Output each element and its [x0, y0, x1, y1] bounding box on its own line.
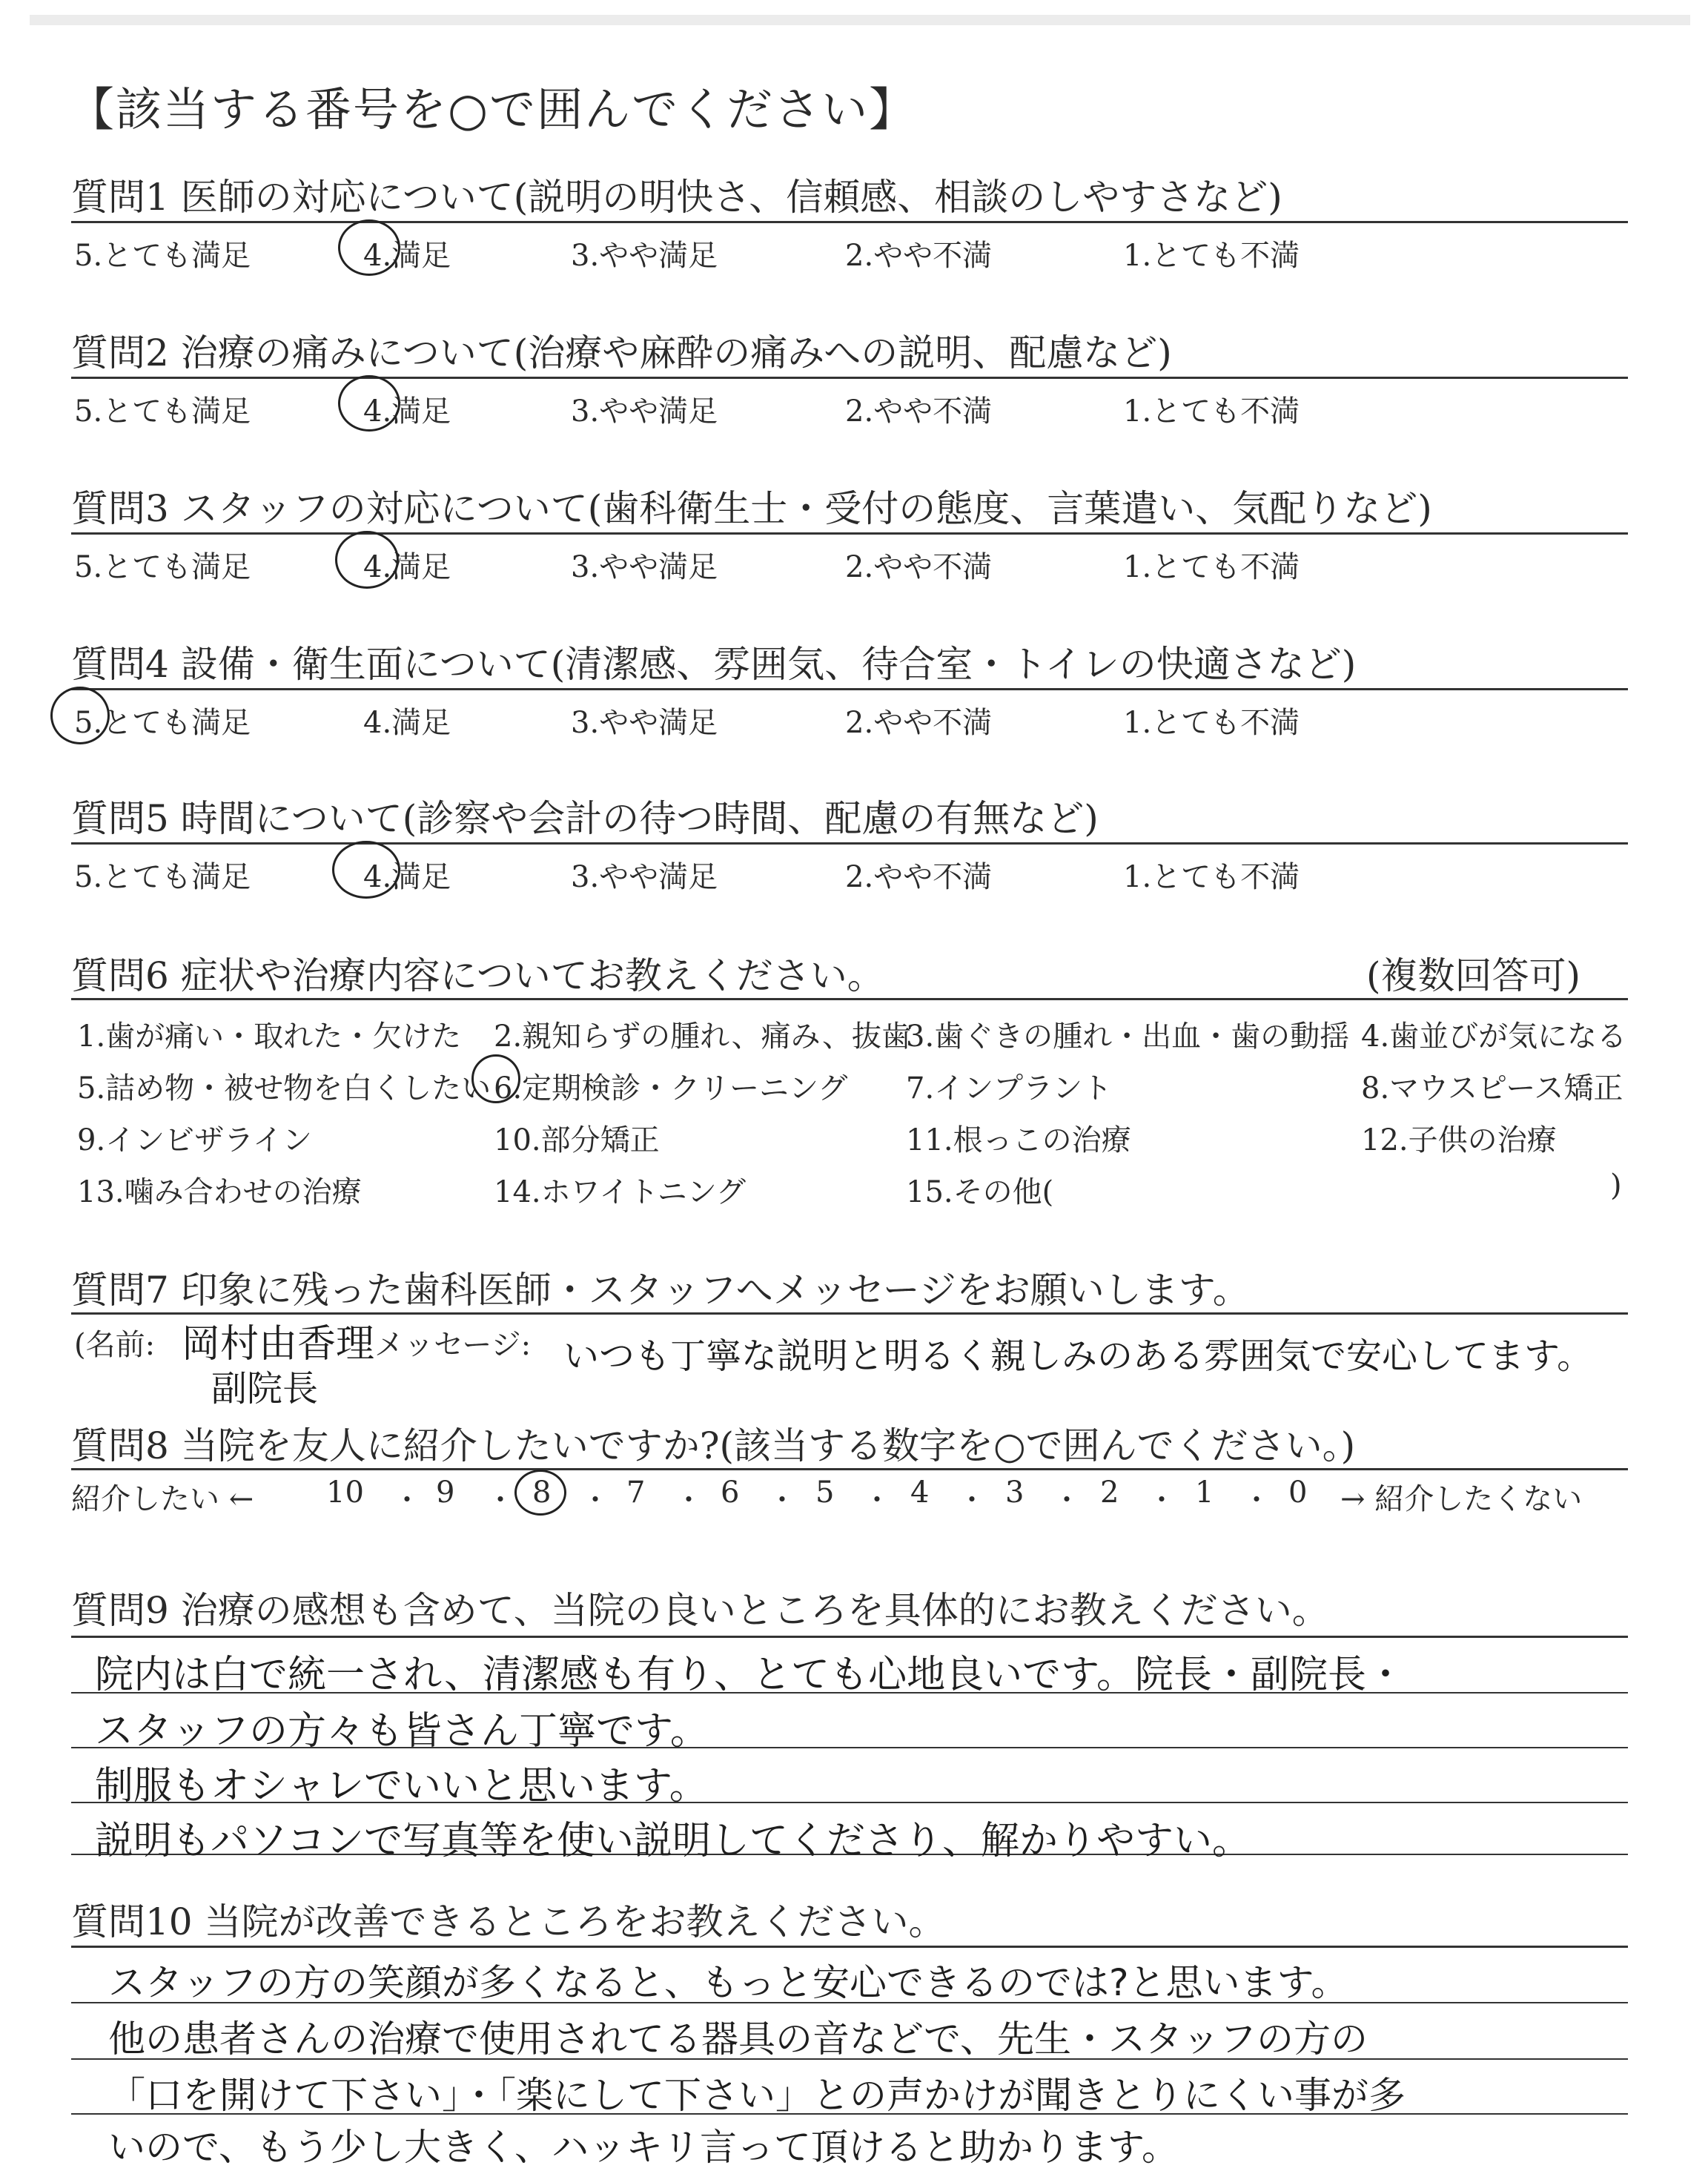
score-6[interactable]: 6 — [721, 1476, 740, 1510]
q6-option-12[interactable]: 12.子供の治療 — [1361, 1123, 1557, 1157]
question-4-rule — [71, 688, 1628, 690]
separator-dot: ・ — [863, 1484, 892, 1516]
q10-answer-line-4: いので、もう少し大きく、ハッキリ言って頂けると助かります。 — [108, 2126, 1179, 2169]
score-1[interactable]: 1 — [1195, 1476, 1214, 1510]
score-7[interactable]: 7 — [626, 1476, 646, 1510]
question-6-note: (複数回答可) — [1366, 954, 1581, 997]
q3-option-2[interactable]: 2.やや不満 — [845, 550, 993, 584]
score-2[interactable]: 2 — [1100, 1476, 1119, 1510]
q1-option-2[interactable]: 2.やや不満 — [845, 239, 993, 273]
answer-circle — [471, 1054, 520, 1103]
q4-option-2[interactable]: 2.やや不満 — [845, 706, 993, 740]
separator-dot: ・ — [768, 1484, 797, 1516]
message-text: いつも丁寧な説明と明るく親しみのある雰囲気で安心してます。 — [563, 1335, 1593, 1377]
score-5[interactable]: 5 — [815, 1476, 835, 1510]
q6-option-15[interactable]: 15.その他( — [906, 1175, 1054, 1209]
question-2-title: 質問2 治療の痛みについて(治療や麻酔の痛みへの説明、配慮など) — [71, 331, 1172, 374]
question-7-title: 質問7 印象に残った歯科医師・スタッフへメッセージをお願いします。 — [71, 1269, 1250, 1312]
q6-option-15-close: ) — [1610, 1169, 1622, 1203]
separator-dot: ・ — [581, 1484, 610, 1516]
name-value: 岡村由香理 — [182, 1322, 375, 1367]
q6-option-8[interactable]: 8.マウスピース矯正 — [1361, 1071, 1623, 1106]
q10-answer-line-1: スタッフの方の笑顔が多くなると、もっと安心できるのでは?と思います。 — [108, 1961, 1348, 2004]
question-9-rule — [71, 1636, 1628, 1638]
page-heading: 【該当する番号を○で囲んでください】 — [68, 82, 917, 136]
answer-circle — [514, 1470, 566, 1516]
q1-option-1[interactable]: 1.とても不満 — [1123, 239, 1300, 273]
q6-option-7[interactable]: 7.インプラント — [906, 1071, 1113, 1106]
q6-option-14[interactable]: 14.ホワイトニング — [494, 1175, 747, 1209]
q4-option-4[interactable]: 4.満足 — [363, 706, 451, 740]
question-3-rule — [71, 532, 1628, 535]
recommend-label: 紹介したい ← — [71, 1482, 254, 1516]
separator-dot: ・ — [958, 1484, 987, 1516]
question-5-title: 質問5 時間について(診察や会計の待つ時間、配慮の有無など) — [71, 797, 1099, 840]
q2-option-2[interactable]: 2.やや不満 — [845, 394, 993, 429]
q6-option-9[interactable]: 9.インビザライン — [77, 1123, 312, 1157]
score-8[interactable]: 8 — [532, 1476, 552, 1510]
q2-option-1[interactable]: 1.とても不満 — [1123, 394, 1300, 429]
separator-dot: ・ — [1148, 1484, 1176, 1516]
q1-option-3[interactable]: 3.やや満足 — [571, 239, 718, 273]
q4-option-5[interactable]: 5.とても満足 — [74, 706, 251, 740]
q6-option-2[interactable]: 2.親知らずの腫れ、痛み、抜歯 — [494, 1020, 911, 1054]
q9-answer-line-1: 院内は白で統一され、清潔感も有り、とても心地良いです。院長・副院長・ — [95, 1653, 1405, 1697]
q3-option-4[interactable]: 4.満足 — [363, 550, 451, 584]
separator-dot: ・ — [675, 1484, 704, 1516]
q9-answer-line-2: スタッフの方々も皆さん丁寧です。 — [95, 1709, 709, 1754]
q10-answer-line-3: 「口を開けて下さい」・「楽にして下さい」との声かけが聞きとりにくい事が多 — [108, 2074, 1406, 2117]
q4-option-1[interactable]: 1.とても不満 — [1123, 706, 1300, 740]
q1-option-4[interactable]: 4.満足 — [363, 239, 451, 273]
q6-option-6[interactable]: 6.定期検診・クリーニング — [494, 1071, 848, 1106]
q6-option-10[interactable]: 10.部分矯正 — [494, 1123, 660, 1157]
not-recommend-label: → 紹介したくない — [1340, 1482, 1583, 1516]
answer-circle — [338, 375, 400, 432]
answer-circle — [50, 687, 110, 744]
q6-option-1[interactable]: 1.歯が痛い・取れた・欠けた — [77, 1020, 462, 1054]
question-10-rule — [71, 1946, 1628, 1948]
score-9[interactable]: 9 — [436, 1476, 455, 1510]
question-8-rule — [71, 1468, 1628, 1470]
q6-option-5[interactable]: 5.詰め物・被せ物を白くしたい — [77, 1071, 491, 1106]
question-10-title: 質問10 当院が改善できるところをお教えください。 — [71, 1900, 946, 1943]
separator-dot: ・ — [1053, 1484, 1082, 1516]
q5-option-1[interactable]: 1.とても不満 — [1123, 860, 1300, 894]
q3-option-3[interactable]: 3.やや満足 — [571, 550, 718, 584]
q6-option-3[interactable]: 3.歯ぐきの腫れ・出血・歯の動揺 — [906, 1020, 1350, 1054]
question-5-rule — [71, 842, 1628, 845]
q5-option-4[interactable]: 4.満足 — [363, 860, 451, 894]
question-6-rule — [71, 998, 1628, 1000]
q9-answer-line-3: 制服もオシャレでいいと思います。 — [95, 1764, 708, 1808]
answer-circle — [332, 841, 400, 899]
q1-option-5[interactable]: 5.とても満足 — [74, 239, 251, 273]
question-1-title: 質問1 医師の対応について(説明の明快さ、信頼感、相談のしやすさなど) — [71, 176, 1282, 219]
name-title: 副院長 — [211, 1368, 319, 1410]
q5-option-3[interactable]: 3.やや満足 — [571, 860, 718, 894]
separator-dot: ・ — [486, 1484, 515, 1516]
q3-option-5[interactable]: 5.とても満足 — [74, 550, 251, 584]
q2-option-5[interactable]: 5.とても満足 — [74, 394, 251, 429]
q5-option-5[interactable]: 5.とても満足 — [74, 860, 251, 894]
answer-circle — [338, 219, 400, 276]
q6-option-4[interactable]: 4.歯並びが気になる — [1361, 1020, 1627, 1054]
q4-option-3[interactable]: 3.やや満足 — [571, 706, 718, 740]
question-2-rule — [71, 377, 1628, 379]
answer-circle — [335, 531, 399, 589]
score-0[interactable]: 0 — [1288, 1476, 1308, 1510]
q6-option-13[interactable]: 13.噛み合わせの治療 — [77, 1175, 362, 1209]
q6-option-11[interactable]: 11.根っこの治療 — [906, 1123, 1131, 1157]
message-label: メッセージ: — [374, 1328, 532, 1362]
score-3[interactable]: 3 — [1005, 1476, 1025, 1510]
question-6-title: 質問6 症状や治療内容についてお教えください。 — [71, 954, 884, 997]
scan-edge — [30, 15, 1690, 25]
question-9-title: 質問9 治療の感想も含めて、当院の良いところを具体的にお教えください。 — [71, 1589, 1329, 1632]
score-4[interactable]: 4 — [910, 1476, 930, 1510]
q5-option-2[interactable]: 2.やや不満 — [845, 860, 993, 894]
q9-answer-line-4: 説明もパソコンで写真等を使い説明してくださり、解かりやすい。 — [95, 1819, 1251, 1863]
question-8-title: 質問8 当院を友人に紹介したいですか?(該当する数字を○で囲んでください。) — [71, 1424, 1356, 1467]
separator-dot: ・ — [393, 1484, 422, 1516]
question-4-title: 質問4 設備・衛生面について(清潔感、雰囲気、待合室・トイレの快適さなど) — [71, 643, 1357, 686]
separator-dot: ・ — [1242, 1484, 1271, 1516]
name-label: (名前: — [74, 1328, 156, 1362]
q3-option-1[interactable]: 1.とても不満 — [1123, 550, 1300, 584]
q2-option-3[interactable]: 3.やや満足 — [571, 394, 718, 429]
question-3-title: 質問3 スタッフの対応について(歯科衛生士・受付の態度、言葉遣い、気配りなど) — [71, 487, 1432, 530]
question-1-rule — [71, 221, 1628, 223]
q2-option-4[interactable]: 4.満足 — [363, 394, 451, 429]
score-10[interactable]: 10 — [326, 1476, 364, 1510]
q10-answer-line-2: 他の患者さんの治療で使用されてる器具の音などで、先生・スタッフの方の — [108, 2018, 1368, 2061]
